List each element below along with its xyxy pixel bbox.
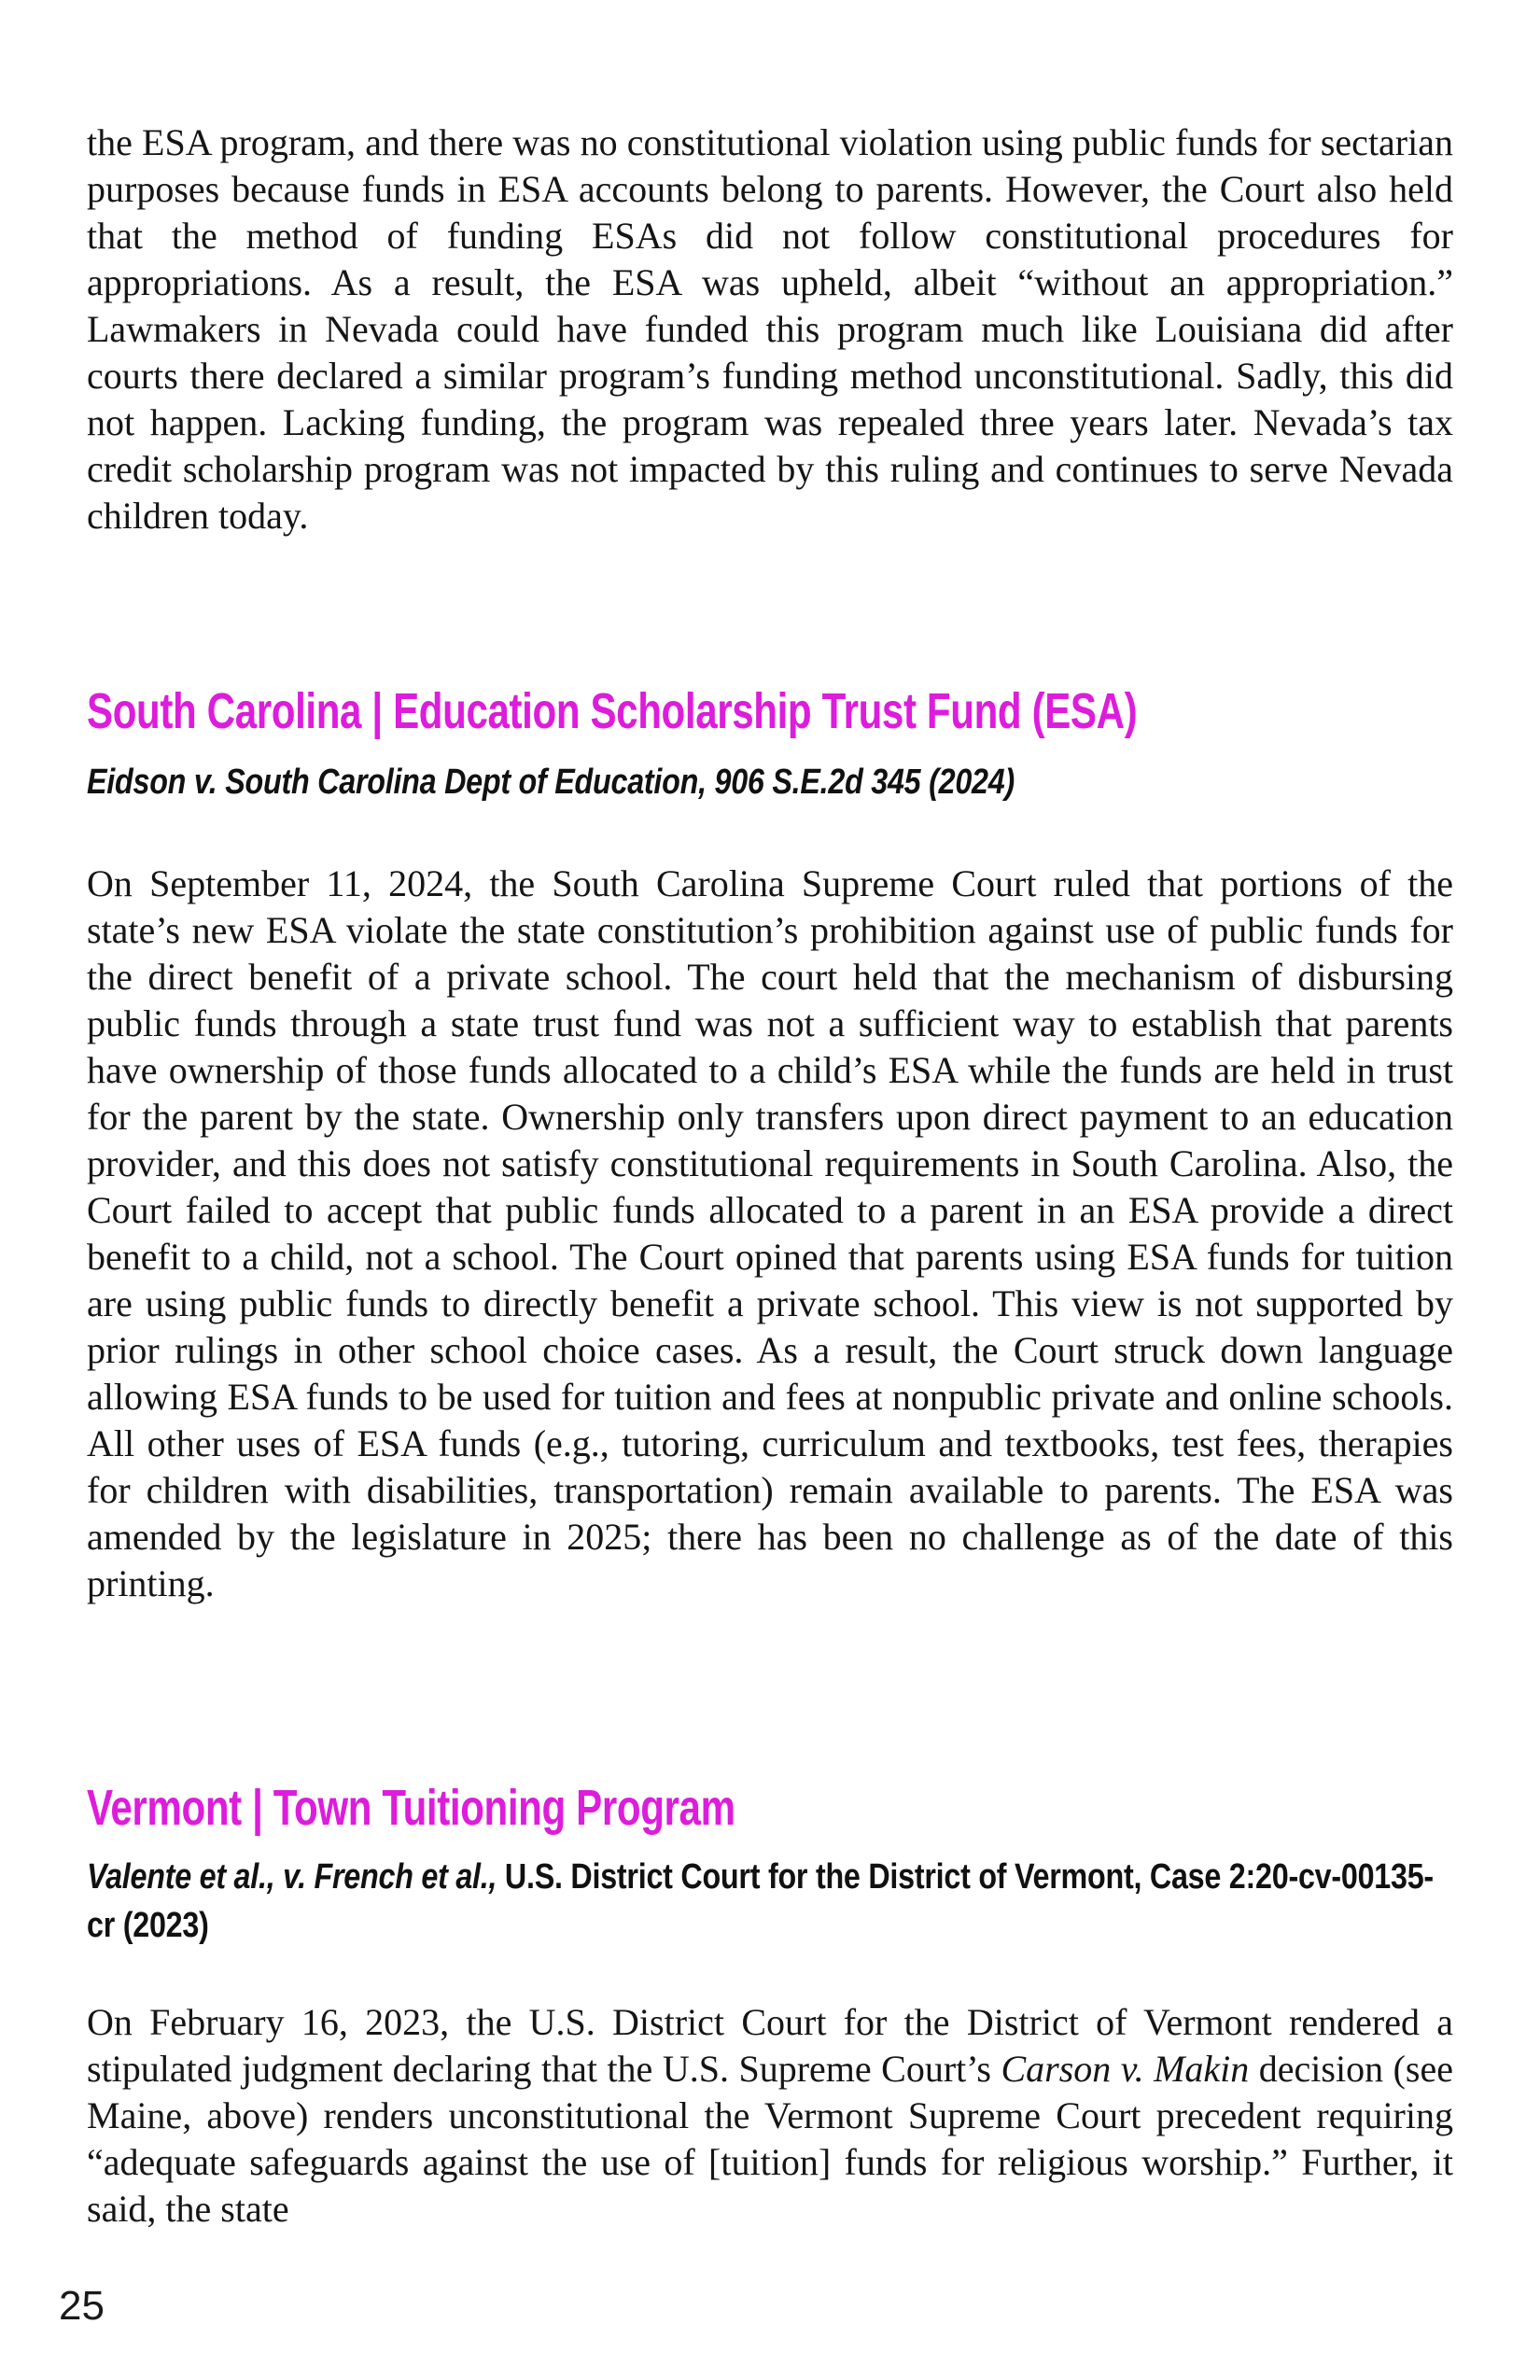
section-heading-south-carolina — [87, 684, 1453, 738]
case-citation-text: Valente et al., v. French et al., U.S. District Court for the District of Vermont, Case 2:20-cv-00135-cr (2023) — [87, 1857, 1434, 1945]
section-heading-text: Vermont | Town Tuitioning Program — [87, 1780, 735, 1836]
case-citation-vermont — [87, 1853, 1453, 1950]
section-heading-vermont — [87, 1781, 1453, 1835]
south-carolina-paragraph: On September 11, 2024, the South Carolina Supreme Court ruled that portions of the state’s new ESA violate the state constitution’s prohibition against use of public funds for the direct benefit of a private school. The court held that the mechanism of disbursing public funds through a state trust fund was not a sufficient way to establish that parents have ownership of those funds allocated to a child’s ESA while the funds are held in trust for the parent by the state. Ownership only transfers upon direct payment to an education provider, and this does not satisfy constitutional requirements in South Carolina. Also, the Court failed to accept that public funds allocated to a parent in an ESA provide a direct benefit to a child, not a school. The Court opined that parents using ESA funds for tuition are using public funds to directly benefit a private school. This view is not supported by prior rulings in other school choice cases. As a result, the Court struck down language allowing ESA funds to be used for tuition and fees at nonpublic private and online schools. All other uses of ESA funds (e.g., tutoring, curriculum and textbooks, test fees, therapies for children with disabilities, transportation) remain available to parents. The ESA was amended by the legislature in 2025; there has been no challenge as of the date of this printing. — [87, 862, 1453, 1604]
section-heading-text: South Carolina | Education Scholarship Trust Fund (ESA) — [87, 683, 1138, 739]
page-number: 25 — [59, 2283, 105, 2329]
vermont-paragraph: On February 16, 2023, the U.S. District Court for the District of Vermont rendered a stipulated judgment declaring that the U.S. Supreme Court’s Carson v. Makin decision (see Maine, above) renders unconstitutional the Vermont Supreme Court precedent requiring “adequate safeguards against the use of [tuition] funds for religious worship.” Further, it said, the state — [87, 2001, 1453, 2230]
intro-paragraph: the ESA program, and there was no constitutional violation using public funds for sectarian purposes because funds in ESA accounts belong to parents. However, the Court also held that the method of funding ESAs did not follow constitutional procedures for appropriations. As a result, the ESA was upheld, albeit “without an appropriation.” Lawmakers in Nevada could have funded this program much like Louisiana did after courts there declared a similar program’s funding method unconstitutional. Sadly, this did not happen. Lacking funding, the program was repealed three years later. Nevada’s tax credit scholarship program was not impacted by this ruling and continues to serve Nevada children today. — [87, 121, 1453, 537]
case-citation-text: Eidson v. South Carolina Dept of Education, 906 S.E.2d 345 (2024) — [87, 763, 1015, 802]
case-citation-south-carolina — [87, 758, 1453, 806]
